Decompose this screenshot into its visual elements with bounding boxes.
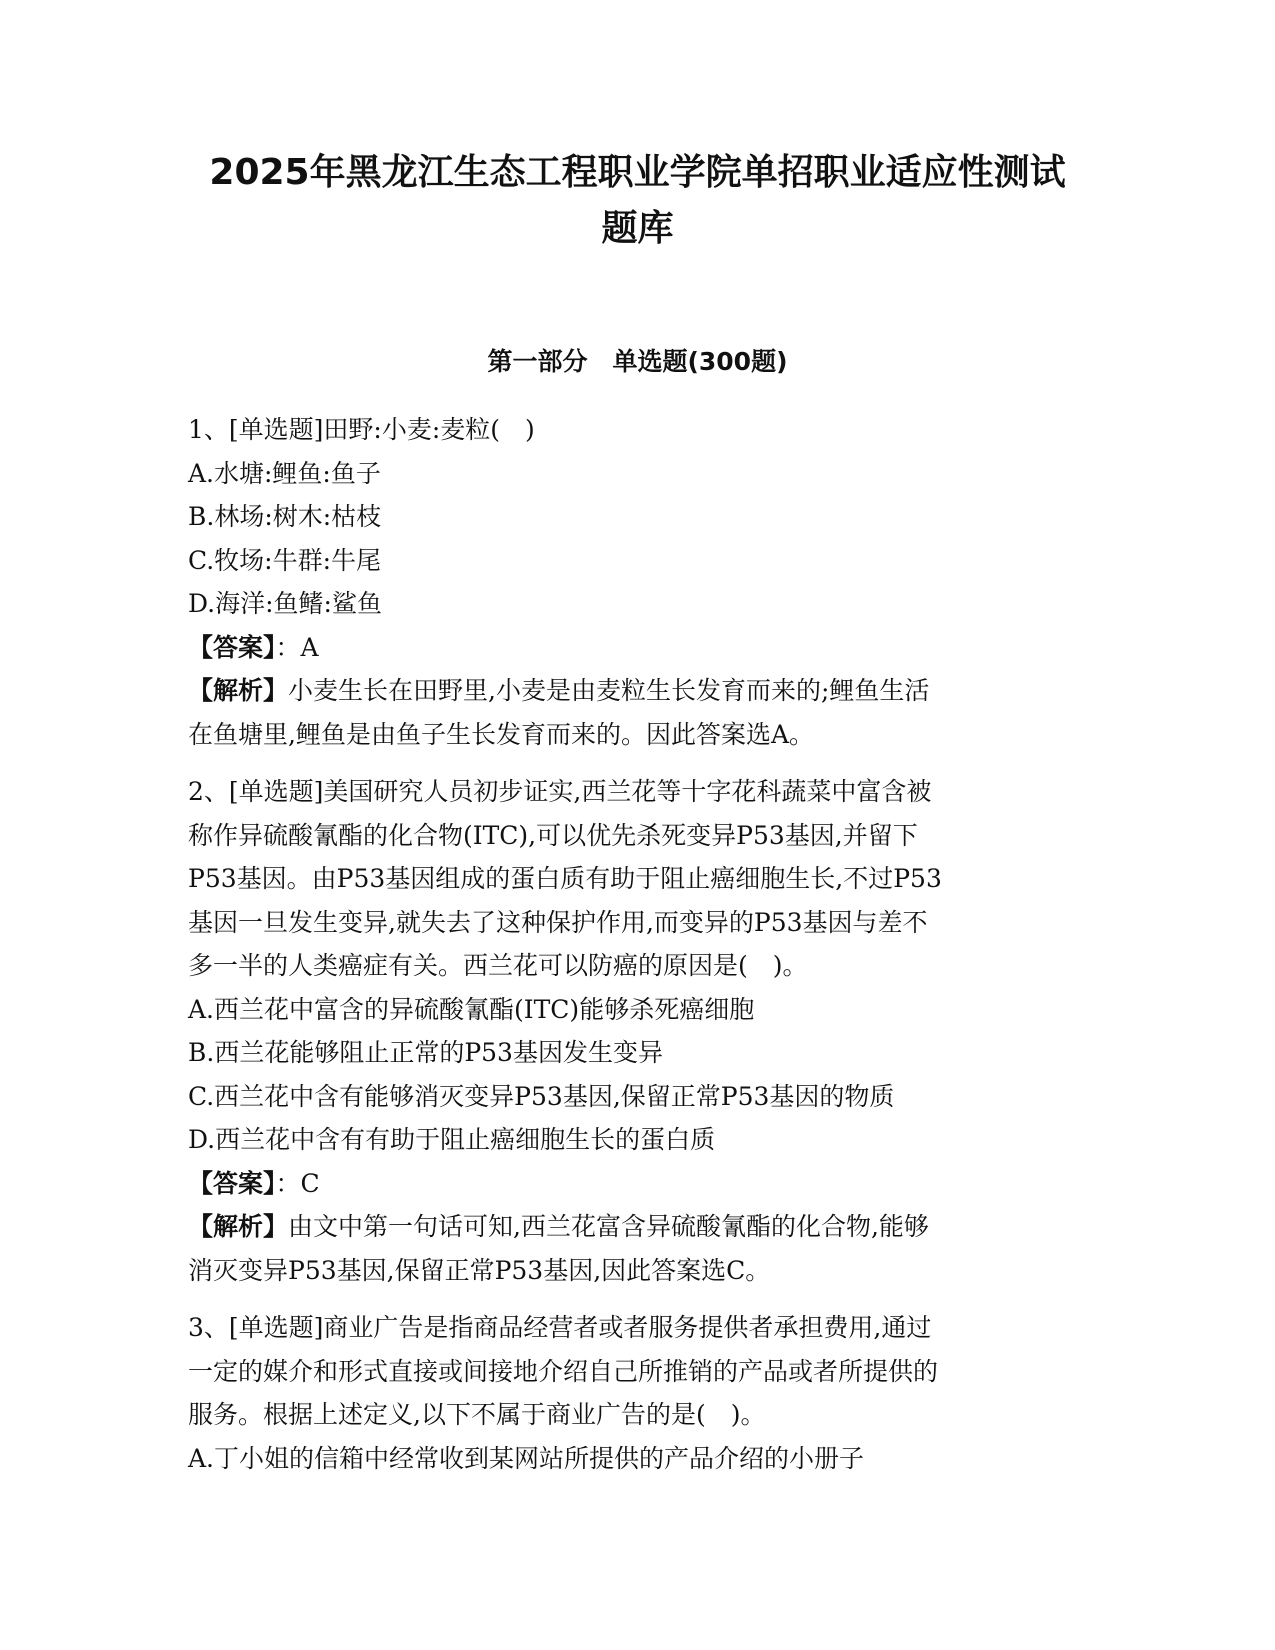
- question-stem-line: 2、[单选题]美国研究人员初步证实,西兰花等十字花科蔬菜中富含被: [188, 777, 932, 806]
- section-title: 第一部分 单选题(300题): [487, 347, 788, 376]
- answer-line: [188, 626, 1068, 670]
- explanation-label: 【解析】: [188, 1212, 289, 1241]
- option-a: A.丁小姐的信箱中经常收到某网站所提供的产品介绍的小册子: [188, 1443, 865, 1473]
- question-stem-line: 称作异硫酸氰酯的化合物(ITC),可以优先杀死变异P53基因,并留下: [188, 820, 918, 850]
- explanation-text-2: 在鱼塘里,鲤鱼是由鱼子生长发育而来的。因此答案选A。: [188, 719, 815, 749]
- option-c: C.牧场:牛群:牛尾: [188, 545, 382, 575]
- answer-label: 【答案】: [188, 632, 276, 662]
- option-d: D.海洋:鱼鳍:鲨鱼: [188, 589, 382, 618]
- question-2: [188, 770, 1068, 1292]
- answer-label: 【答案】: [188, 1168, 276, 1198]
- option-d: D.西兰花中含有有助于阻止癌细胞生长的蛋白质: [188, 1125, 716, 1154]
- option-c: C.西兰花中含有能够消灭变异P53基因,保留正常P53基因的物质: [188, 1081, 895, 1111]
- question-stem-line: P53基因。由P53基因组成的蛋白质有助于阻止癌细胞生长,不过P53: [188, 864, 942, 893]
- option-a: A.西兰花中富含的异硫酸氰酯(ITC)能够杀死癌细胞: [188, 994, 755, 1024]
- question-stem-line: 一定的媒介和形式直接或间接地介绍自己所推销的产品或者所提供的: [188, 1356, 939, 1386]
- explanation-text-1: 小麦生长在田野里,小麦是由麦粒生长发育而来的;鲤鱼生活: [288, 676, 930, 705]
- explanation: [188, 669, 1068, 713]
- answer-value: ：C: [275, 1168, 320, 1198]
- question-stem-line: 3、[单选题]商业广告是指商品经营者或者服务提供者承担费用,通过: [188, 1313, 932, 1342]
- answer-line: [188, 1162, 1068, 1206]
- document-title-line-1: 2025年黑龙江生态工程职业学院单招职业适应性测试: [209, 152, 1066, 193]
- explanation: [188, 1205, 1068, 1249]
- explanation-text-1: 由文中第一句话可知,西兰花富含异硫酸氰酯的化合物,能够: [288, 1212, 929, 1241]
- explanation-text-2: 消灭变异P53基因,保留正常P53基因,因此答案选C。: [188, 1255, 771, 1285]
- question-stem-line: 多一半的人类癌症有关。西兰花可以防癌的原因是( )。: [188, 951, 808, 980]
- option-a: A.水塘:鲤鱼:鱼子: [188, 458, 381, 488]
- document-title-line-2: 题库: [601, 208, 674, 249]
- question-stem-line: 服务。根据上述定义,以下不属于商业广告的是( )。: [188, 1400, 766, 1429]
- option-b: B.西兰花能够阻止正常的P53基因发生变异: [188, 1038, 663, 1067]
- answer-value: ：A: [275, 632, 319, 662]
- question-3: [188, 1306, 1068, 1480]
- question-stem-line: 1、[单选题]田野:小麦:麦粒( ): [188, 415, 535, 444]
- question-stem-line: 基因一旦发生变异,就失去了这种保护作用,而变异的P53基因与差不: [188, 907, 928, 937]
- question-list: [188, 408, 1068, 1494]
- option-b: B.林场:树木:枯枝: [188, 502, 382, 531]
- question-1: [188, 408, 1068, 756]
- explanation-label: 【解析】: [188, 676, 289, 705]
- document-title: [150, 145, 1125, 257]
